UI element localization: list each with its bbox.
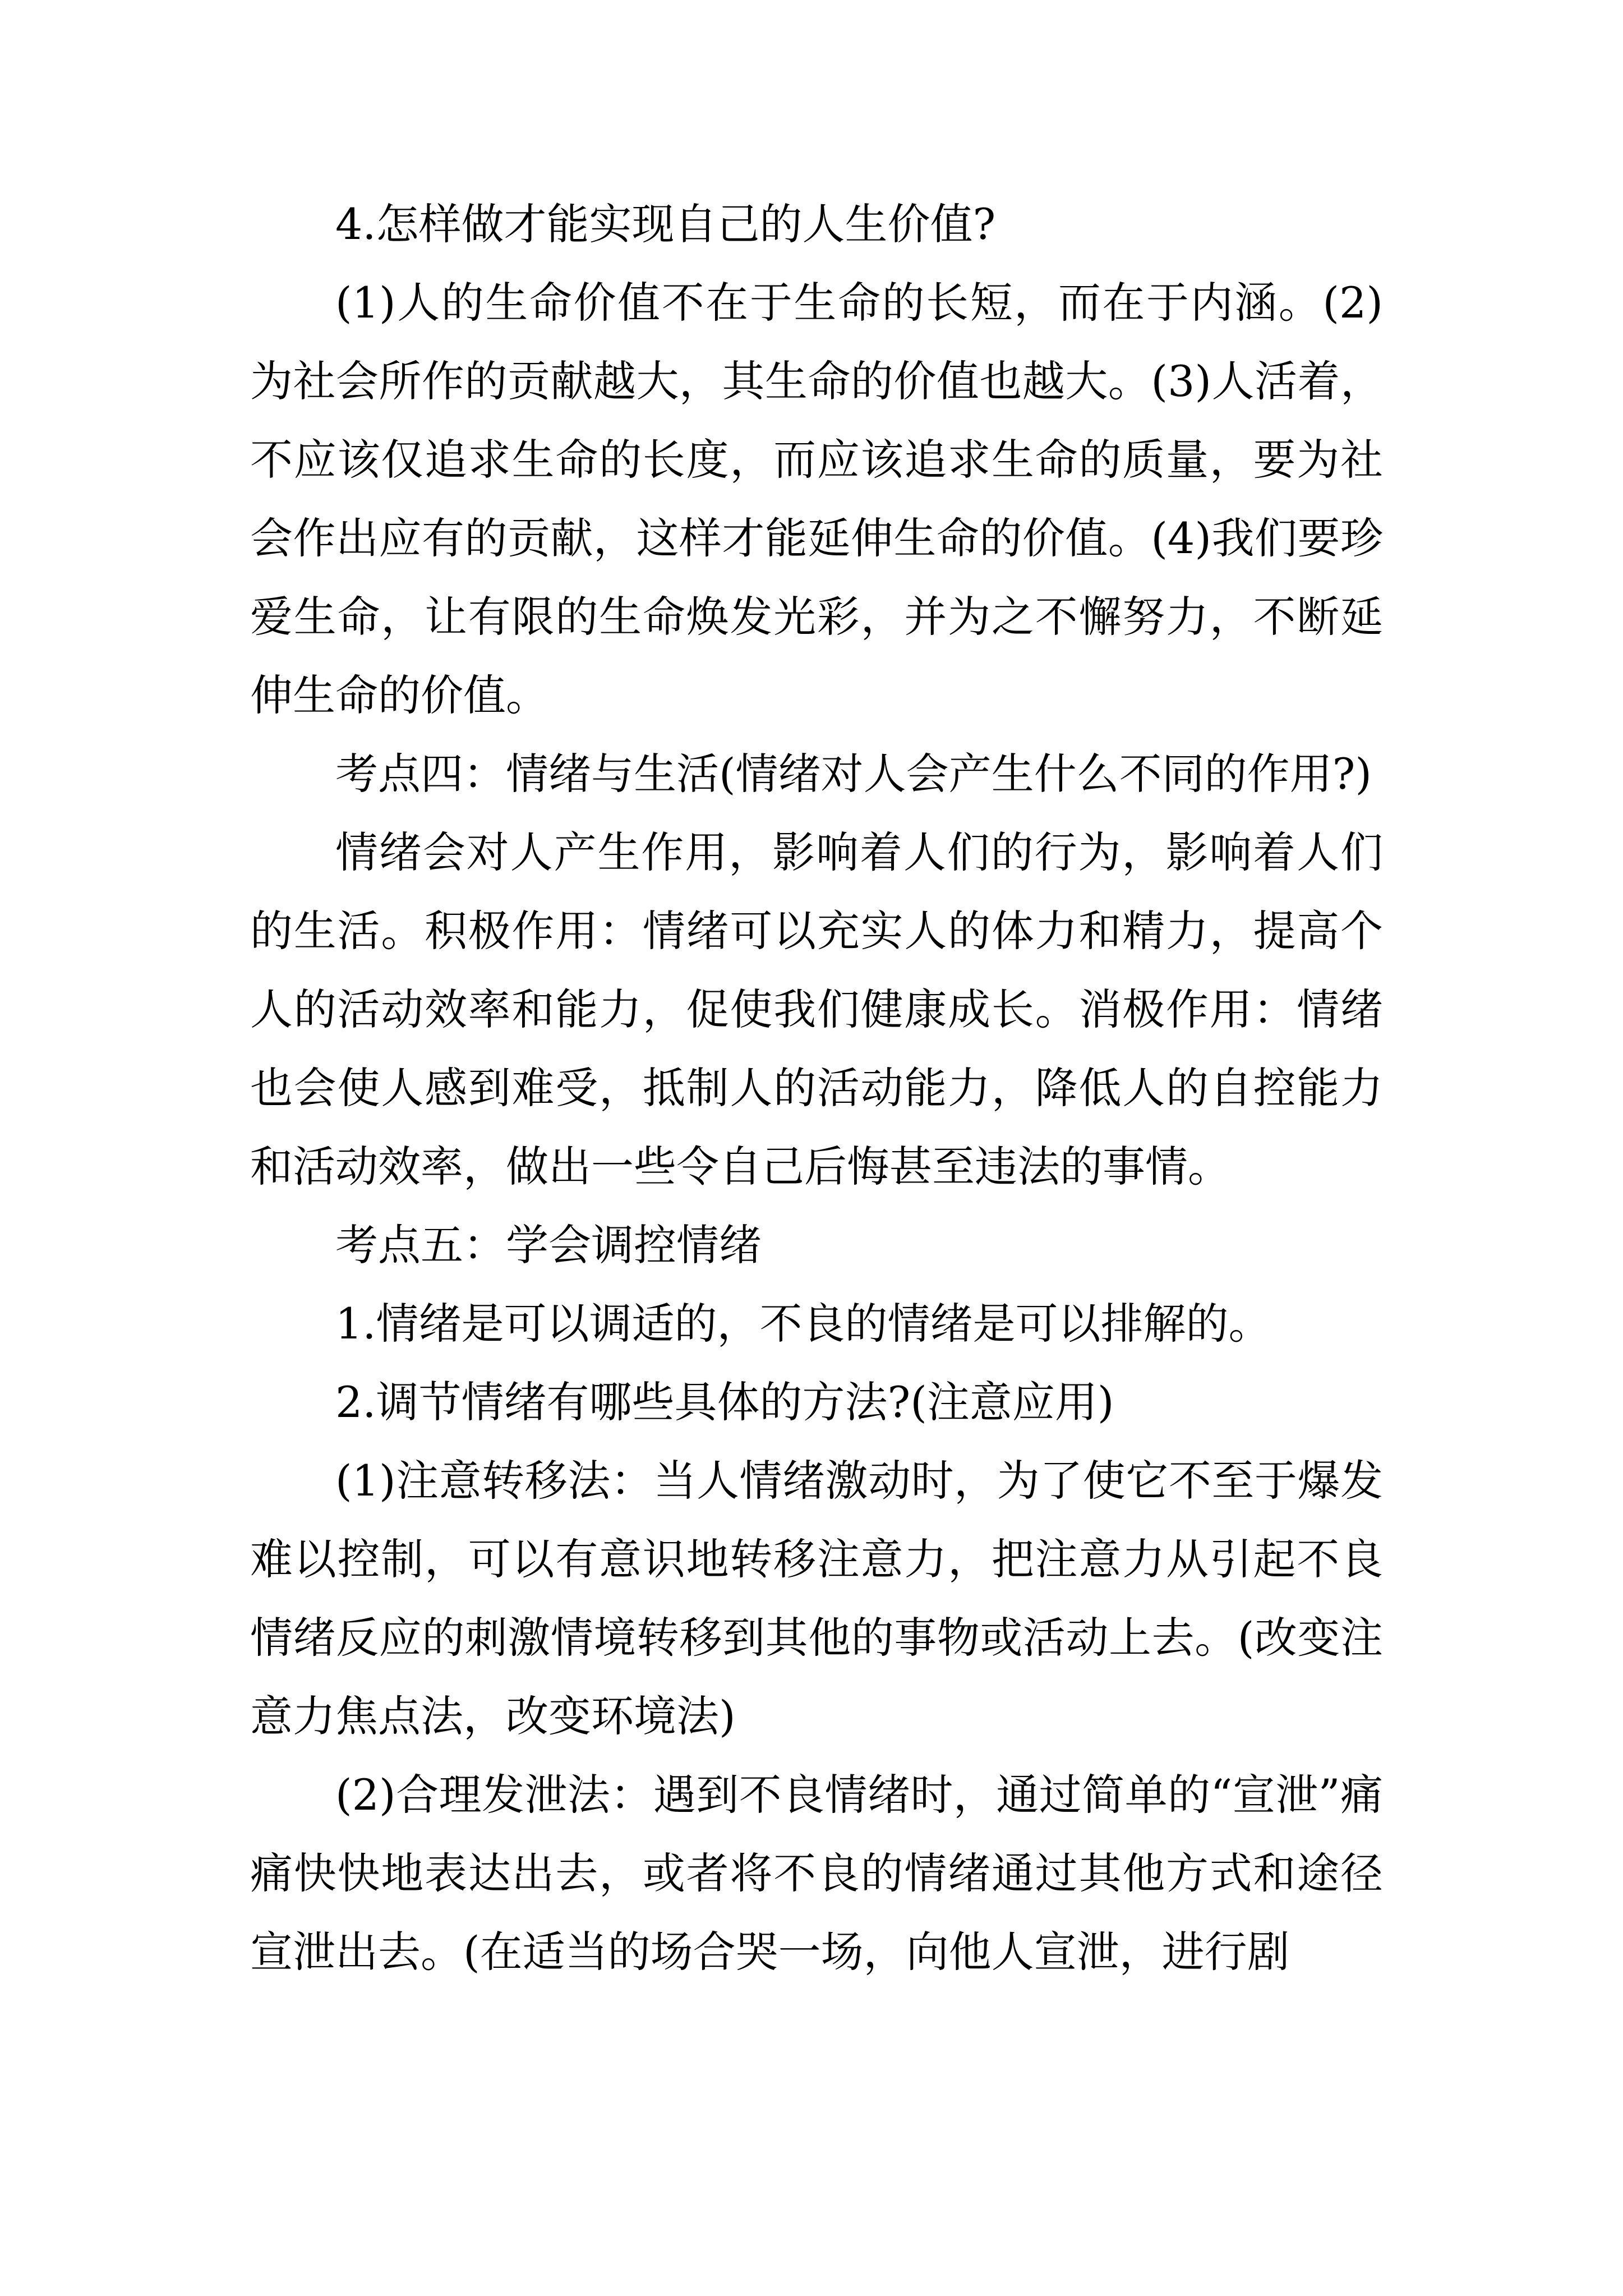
paragraph-question-4: 4.怎样做才能实现自己的人生价值? bbox=[335, 199, 996, 249]
paragraph-method-2: (2)合理发泄法：遇到不良情绪时，通过简单的“宣泄”痛痛快快地表达出去，或者将不良的情绪通过其他方式和途径宣泄出去。(在适当的场合哭一场，向他人宣泄，进行剧 bbox=[250, 1770, 1383, 1977]
paragraph-point-1: 1.情绪是可以调适的，不良的情绪是可以排解的。 bbox=[335, 1299, 1271, 1349]
paragraph-method-1: (1)注意转移法：当人情绪激动时，为了使它不至于爆发难以控制，可以有意识地转移注意力，把注意力从引起不良情绪反应的刺激情境转移到其他的事物或活动上去。(改变注意力焦点法，改变环境法) bbox=[250, 1456, 1383, 1741]
document-body bbox=[250, 185, 1383, 1991]
paragraph-exam-point-5: 考点五：学会调控情绪 bbox=[335, 1220, 762, 1270]
paragraph-exam-point-4: 考点四：情绪与生活(情绪对人会产生什么不同的作用?) bbox=[335, 749, 1372, 799]
paragraph-point-2: 2.调节情绪有哪些具体的方法?(注意应用) bbox=[335, 1377, 1114, 1427]
paragraph-life-value: (1)人的生命价值不在于生命的长短，而在于内涵。(2)为社会所作的贡献越大，其生命的价值也越大。(3)人活着，不应该仅追求生命的长度，而应该追求生命的质量，要为社会作出应有的贡献，这样才能延伸生命的价值。(4)我们要珍爱生命，让有限的生命焕发光彩，并为之不懈努力，不断延伸生命的价值。 bbox=[250, 278, 1383, 720]
paragraph-emotion-effects: 情绪会对人产生作用，影响着人们的行为，影响着人们的生活。积极作用：情绪可以充实人的体力和精力，提高个人的活动效率和能力，促使我们健康成长。消极作用：情绪也会使人感到难受，抵制人的活动能力，降低人的自控能力和活动效率，做出一些令自己后悔甚至违法的事情。 bbox=[250, 827, 1383, 1191]
